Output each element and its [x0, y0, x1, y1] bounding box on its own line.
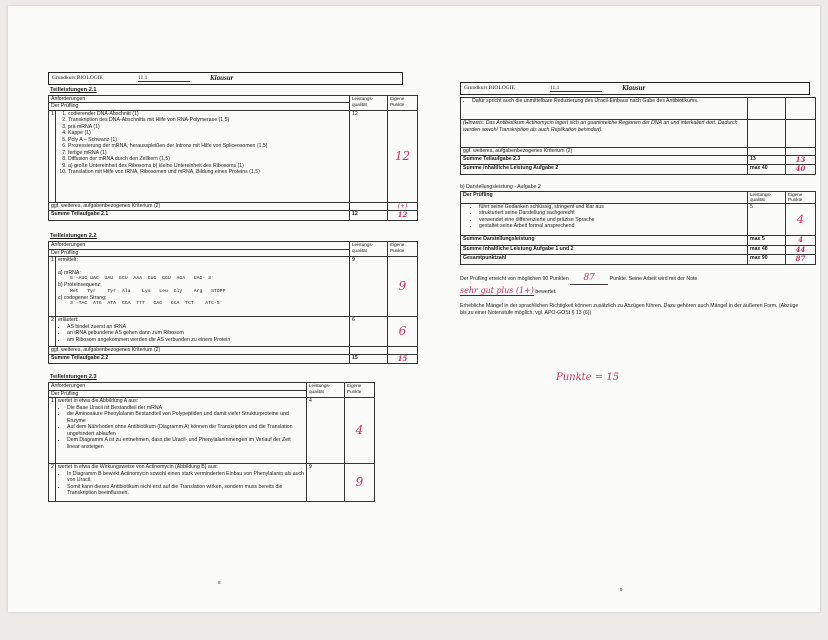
- exam-title: Klausur: [622, 84, 646, 93]
- row-heading: wertet in etwa die Abbildung A aus:: [58, 398, 139, 405]
- part-a: a) mRNA:: [58, 269, 81, 276]
- part-b: b) Proteinsequenz:: [58, 282, 102, 289]
- handwritten-points: 9: [345, 464, 375, 502]
- quali-value: 4: [307, 398, 345, 464]
- col-quali: Leistungs-qualität: [350, 95, 388, 110]
- page-number-left: 8: [218, 580, 221, 585]
- sum-quali: 13: [748, 155, 786, 165]
- sum-max: max 40: [748, 165, 786, 175]
- list-item: 10. Translation mit Hilfe von tRNA, Ribosomen und mRNA, Bildung eines Proteins (1,5): [68, 169, 347, 176]
- sum-max: max 90: [748, 255, 786, 265]
- quali-value: 6: [350, 317, 388, 347]
- ggf-criterion: ggf. weiteres, aufgabenbezogenes Kriterium (2): [461, 148, 748, 156]
- handwritten-points: 9: [388, 257, 418, 317]
- list-item: 9. a) große Untereinheit des Ribosoms b) kleine Untereinheit des Ribosoms (1): [68, 163, 347, 170]
- list-item: • die Aminosäure Phenylalanin Bestandteil von Polypeptiden und damit vieler Strukturproteine und Enzyme: [67, 411, 304, 424]
- pruefling-header: Der Prüfling: [49, 249, 350, 257]
- list-item: 7. fertige mRNA (1): [68, 150, 347, 157]
- result-statement: [460, 273, 816, 297]
- row-number: 1: [49, 257, 56, 317]
- course-label: Grundkurs BIOLOGIE: [464, 85, 515, 92]
- right-page: [460, 82, 816, 592]
- handwritten-points: 12: [388, 110, 418, 202]
- list-item: • In Diagramm B bewirkt Actinomycin sowohl einen stark verminderten Einbau von Phenylalanin als auch von Uracil.: [67, 471, 304, 484]
- row-content: [461, 98, 748, 120]
- row-heading: wertet in etwa die Wirkungsweise von Actinomycin (Abbildung B) aus:: [58, 464, 218, 471]
- quali-value: 5: [748, 203, 786, 235]
- list-item: 2. Transkription des DNA-Abschnitts mit Hilfe von RNA-Polymerase (1,5): [68, 117, 347, 124]
- ggf-criterion: ggf. weiteres, aufgabenbezogenes Kriterium (2): [49, 202, 350, 211]
- col-punkte: Eigene Punkte: [388, 242, 418, 257]
- codogenic-sequence: 3´-TAC ATG ATA CGA TTT GAC CCA TCT ATC-5´: [70, 301, 223, 307]
- dl-title: b) Darstellungsleistung - Aufgabe 2: [460, 184, 541, 190]
- course-number: 11.1: [138, 75, 190, 83]
- handwritten-points: (+): [388, 202, 418, 211]
- page-header: [460, 82, 810, 95]
- table-2-1: [48, 95, 418, 221]
- sum-label: Summe Teilaufgabe 2.3: [461, 155, 748, 165]
- list-item: • am Ribosom angekommen werden die AS verbunden zu einem Protein: [67, 337, 347, 344]
- handwritten-points: 4: [345, 398, 375, 464]
- row-content: [56, 317, 350, 347]
- result-text-a: Der Prüfling erreicht von möglichen 90 Punkten: [460, 276, 569, 283]
- pruefling-header: Der Prüfling: [49, 103, 350, 111]
- sum-label: Summe Teilaufgabe 2.2: [49, 354, 350, 364]
- req-header: Anforderungen: [49, 242, 350, 250]
- quali-value: 12: [350, 110, 388, 202]
- row-number: 2: [49, 317, 56, 347]
- handwritten-points: 40: [786, 165, 816, 175]
- col-punkte: Eigene Punkte: [345, 383, 375, 398]
- col-punkte: Eigene Punkte: [388, 95, 418, 110]
- sum-label: Summe inhaltliche Leistung Aufgabe 2: [461, 165, 748, 175]
- list-item: 6. Prozessierung der mRNA, herausspleißen der Introns mit Hilfe von Spliceosomen (1,5): [68, 143, 347, 150]
- handwritten-points: 12: [388, 211, 418, 221]
- section-title-2-2: Teilleistungen 2.2: [50, 233, 97, 240]
- handwritten-points: 44: [786, 245, 816, 255]
- list-item: 3. prä mRNA (1): [68, 124, 347, 131]
- list-item: • gestaltet seine Arbeit formal ansprechend: [479, 223, 745, 230]
- section-title-2-3: Teilleistungen 2.3: [50, 374, 97, 381]
- course-number: 11.1: [550, 85, 602, 93]
- row-content: [461, 203, 748, 235]
- scanned-sheet: [8, 6, 820, 612]
- quali-value: 9: [307, 464, 345, 502]
- mrna-sequence: 5´-AUG UAC UAU GCU AAA CUG GGU AGA UAG- 3´: [70, 276, 214, 282]
- part-c: c) codogener Strang:: [58, 294, 107, 301]
- table-2-2: [48, 241, 418, 364]
- sum-label: Summe Teilaufgabe 2.1: [49, 211, 350, 221]
- handwritten-points: 4: [786, 235, 816, 245]
- exam-title: Klausur: [210, 74, 234, 83]
- quali-value: 9: [350, 257, 388, 317]
- sum-quali: 12: [350, 211, 388, 221]
- hinweis-text: (Hinweis: Das Antibiotikum Actinomycin lagert sich an guaninreiche Regionen der DNA an und interkaliert dort. Dadurch werden sowohl Transkription als auch Replikation behindert).: [461, 120, 748, 148]
- pruefling-header: Der Prüfling: [461, 191, 748, 203]
- handwritten-points: 87: [570, 273, 608, 285]
- pruefling-header: Der Prüfling: [49, 390, 307, 398]
- list-item: • Die Base Uracil ist Bestandteil der mRNA: [67, 405, 304, 412]
- req-header: Anforderungen: [49, 95, 350, 103]
- handwritten-points: 6: [388, 317, 418, 347]
- table-2-3: [48, 382, 375, 502]
- row-number: 1: [49, 398, 56, 464]
- left-page: [48, 72, 418, 585]
- list-item: 5. Poly A – Schwanz (1): [68, 137, 347, 144]
- list-item: • strukturiert seine Darstellung sachgerecht: [479, 210, 745, 217]
- col-quali: Leistungs-qualität: [307, 383, 345, 398]
- sum-max: max 48: [748, 245, 786, 255]
- result-text-c: bewertet.: [535, 289, 557, 296]
- page-header: [48, 72, 403, 85]
- list-item: • AS bindet zuerst an tRNA: [67, 324, 347, 331]
- row-content: [56, 398, 307, 464]
- list-item: 4. Kappe (1): [68, 130, 347, 137]
- sum-max: max 5: [748, 235, 786, 245]
- list-item: • Dafür spricht auch die unmittelbare Reduzierung des Uracil-Einbaus nach Gabe des Antibiotikums.: [472, 98, 745, 105]
- criteria-list: [56, 110, 350, 202]
- page-number-right: 9: [620, 587, 623, 592]
- list-item: • Somit kann dieses Antibiotikum nicht erst auf die Translation wirken, sondern muss bereits die Transkription beeinflussen.: [67, 484, 304, 497]
- sum-quali: 15: [350, 354, 388, 364]
- list-item: • an tRNA gebundene AS gehen dann zum Ribosom: [67, 330, 347, 337]
- list-item: • führt seine Gedanken schlüssig, stringent und klar aus: [479, 204, 745, 211]
- row-number: 1: [49, 110, 56, 202]
- col-quali: Leistungs-qualität: [350, 242, 388, 257]
- row-content: [56, 257, 350, 317]
- sum-label: Summe inhaltliche Leistung Aufgabe 1 und 2: [461, 245, 748, 255]
- list-item: 8. Diffusion der mRNA durch den Zellkern (1,5): [68, 156, 347, 163]
- row-content: [56, 464, 307, 502]
- section-title-2-1: Teilleistungen 2.1: [50, 87, 97, 93]
- deduction-note: Erhebliche Mängel in der sprachlichen Richtigkeit können zusätzlich zu Abzügen führen. Dazu gehören auch Mängel in der äußeren Form. (Abzüge bis zu einer Notenstufe möglich, vgl. APO-GOSt § 13 (6)): [460, 303, 799, 316]
- req-header: Anforderungen: [49, 383, 307, 391]
- handwritten-points: 13: [786, 155, 816, 165]
- table-darstellung: [460, 191, 816, 266]
- table-2-3-continued: [460, 97, 816, 175]
- col-quali: Leistungs-qualität: [748, 191, 786, 203]
- list-item: • Dem Diagramm A ist zu entnehmen, dass die Uracil- und Phenylalaninmengen im Verlauf der Zeit linear ansteigen: [67, 437, 304, 450]
- list-item: 1. codierender DNA-Abschnitt (1): [68, 111, 347, 118]
- handwritten-points: 15: [388, 354, 418, 364]
- course-label: Grundkurs BIOLOGIE: [52, 75, 103, 82]
- col-punkte: Eigene Punkte: [786, 191, 816, 203]
- protein-sequence: Met Tyr Tyr Ala Lys Leu Gly Arg STOPP: [70, 288, 226, 294]
- list-item: • verwendet eine differenzierte und präzise Sprache: [479, 217, 745, 224]
- row-heading: ermittelt:: [58, 257, 78, 264]
- sum-label: Summe Darstellungsleistung: [461, 235, 748, 245]
- sum-label: Gesamtpunktzahl: [461, 255, 748, 265]
- handwritten-points: 87: [786, 255, 816, 265]
- handwritten-grade: sehr gut plus (1+): [460, 286, 534, 296]
- handwritten-points: 4: [786, 203, 816, 235]
- row-number: 2: [49, 464, 56, 502]
- list-item: • Auf dem Nährboden ohne Antibiotikum (Diagramm A) können die Transkription und die Translation ungehindert ablaufen: [67, 424, 304, 437]
- row-heading: erläutert:: [58, 317, 79, 324]
- ggf-criterion: ggf. weiteres, aufgabenbezogenes Kriterium (2): [49, 347, 350, 355]
- handwritten-total: Punkte = 15: [556, 372, 620, 383]
- result-text-b: Punkte. Seine Arbeit wird mit der Note: [609, 276, 698, 283]
